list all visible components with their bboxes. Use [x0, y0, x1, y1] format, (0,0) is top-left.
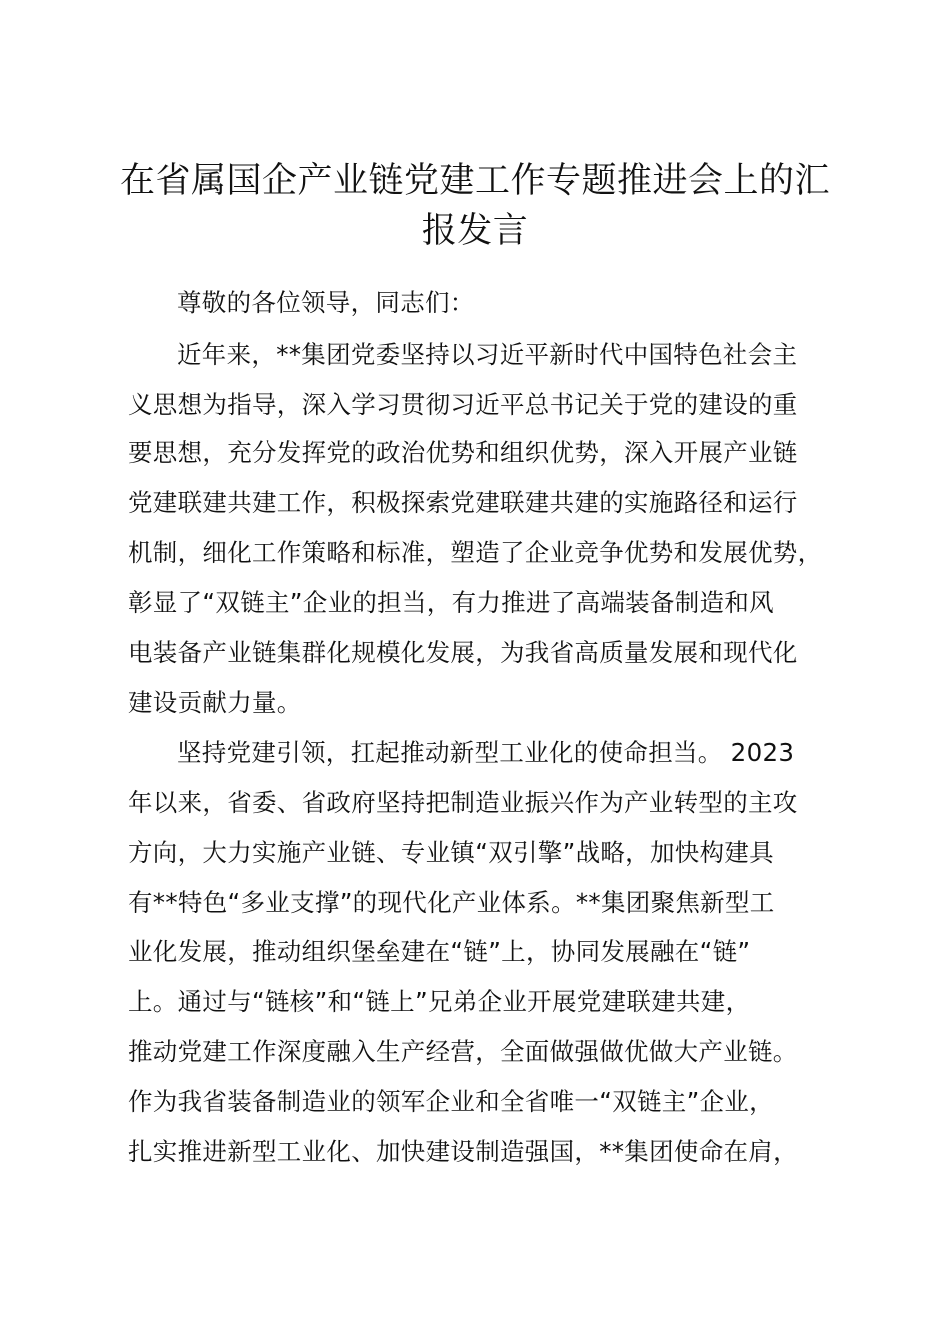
paragraph-2-line-1: 坚持党建引领，扛起推动新型工业化的使命担当。 2023 — [177, 738, 795, 767]
title-line-1: 在省属国企产业链党建工作专题推进会上的汇 — [119, 161, 830, 201]
paragraph-1-line-2: 义思想为指导，深入学习贯彻习近平总书记关于党的建设的重 — [128, 390, 798, 419]
paragraph-2-line-8: 作为我省装备制造业的领军企业和全省唯一“双链主”企业， — [128, 1087, 774, 1116]
paragraph-2-line-4: 有**特色“多业支撑”的现代化产业体系。**集团聚焦新型工 — [128, 888, 775, 917]
paragraph-2-line-5: 业化发展，推动组织堡垒建在“链”上，协同发展融在“链” — [128, 937, 751, 966]
paragraph-1-line-6: 彰显了“双链主”企业的担当，有力推进了高端装备制造和风 — [128, 588, 774, 617]
document-title — [100, 156, 850, 256]
paragraph-1-line-7: 电装备产业链集群化规模化发展，为我省高质量发展和现代化 — [128, 638, 798, 667]
paragraph-1-line-3: 要思想，充分发挥党的政治优势和组织优势，深入开展产业链 — [128, 438, 798, 467]
paragraph-1-line-4: 党建联建共建工作，积极探索党建联建共建的实施路径和运行 — [128, 488, 798, 517]
paragraph-1-line-5: 机制，细化工作策略和标准，塑造了企业竞争优势和发展优势， — [128, 538, 823, 567]
paragraph-2-line-9: 扎实推进新型工业化、加快建设制造强国，**集团使命在肩， — [128, 1137, 798, 1166]
title-line-2: 报发言 — [421, 211, 529, 251]
paragraph-2-line-2: 年以来，省委、省政府坚持把制造业振兴作为产业转型的主攻 — [128, 788, 798, 817]
paragraph-2-line-3: 方向，大力实施产业链、专业镇“双引擎”战略，加快构建具 — [128, 838, 774, 867]
salutation: 尊敬的各位领导，同志们： — [177, 288, 475, 317]
paragraph-2-line-6: 上。通过与“链核”和“链上”兄弟企业开展党建联建共建， — [128, 987, 751, 1016]
paragraph-2-line-7: 推动党建工作深度融入生产经营，全面做强做优做大产业链。 — [128, 1037, 798, 1066]
paragraph-1-line-8: 建设贡献力量。 — [128, 688, 302, 717]
paragraph-1-line-1: 近年来，**集团党委坚持以习近平新时代中国特色社会主 — [177, 340, 798, 369]
